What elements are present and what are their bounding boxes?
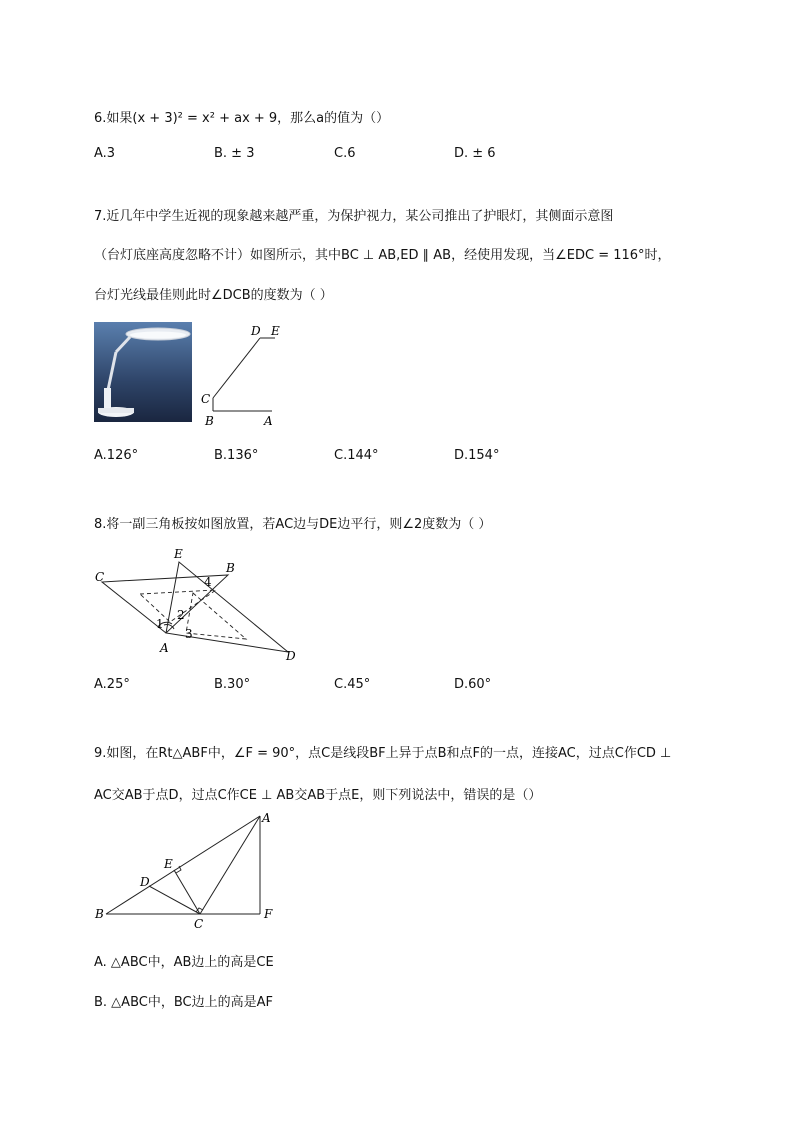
q7-option-a: A.126°: [94, 448, 139, 463]
label-b: B: [226, 561, 235, 575]
q7-stem-line1: 7.近几年中学生近视的现象越来越严重，为保护视力，某公司推出了护眼灯，其侧面示意图: [94, 209, 614, 224]
label-a: A: [264, 414, 273, 428]
label-a: A: [160, 641, 169, 655]
label-d: D: [251, 324, 261, 338]
q7-stem-line3: 台灯光线最佳则此时∠DCB的度数为（ ）: [94, 288, 333, 303]
q8-option-a: A.25°: [94, 677, 130, 692]
label-a: A: [262, 811, 271, 825]
triangle-rulers-diagram: [92, 545, 308, 667]
label-e: E: [271, 324, 280, 338]
q7-option-c: C.144°: [334, 448, 379, 463]
q9-stem-line1: 9.如图，在Rt△ABF中，∠F = 90°，点C是线段BF上异于点B和点F的一点，连接AC，过点C作CD ⊥: [94, 746, 672, 761]
desk-lamp-photo: [94, 322, 192, 422]
segment-cd: [149, 886, 200, 914]
q6-option-a: A.3: [94, 146, 116, 161]
q7-option-d: D.154°: [454, 448, 500, 463]
segment-ca: [200, 816, 260, 914]
label-d: D: [140, 875, 150, 889]
q6-option-d: D. ± 6: [454, 146, 496, 161]
angle-label-1: 1: [156, 617, 164, 631]
q8-option-c: C.45°: [334, 677, 371, 692]
angle-label-3: 3: [185, 627, 193, 641]
angle-label-4: 4: [204, 575, 212, 589]
label-e: E: [164, 857, 173, 871]
label-b: B: [95, 907, 104, 921]
q7-stem-line2: （台灯底座高度忽略不计）如图所示，其中BC ⊥ AB,ED ∥ AB，经使用发现，当∠EDC = 116°时，: [94, 248, 671, 263]
q6-option-c: C.6: [334, 146, 356, 161]
label-c: C: [95, 570, 105, 584]
label-d: D: [286, 649, 296, 663]
segment-ba: [106, 816, 260, 914]
label-e: E: [174, 547, 183, 561]
right-triangle-abf-diagram: [92, 808, 282, 932]
q9-option-a: A. △ABC中，AB边上的高是CE: [94, 955, 274, 970]
q6-option-b: B. ± 3: [214, 146, 255, 161]
angle-label-2: 2: [177, 608, 185, 622]
segment-dc: [213, 338, 260, 398]
label-c: C: [201, 392, 211, 406]
label-f: F: [264, 907, 273, 921]
q9-stem-line2: AC交AB于点D，过点C作CE ⊥ AB交AB于点E，则下列说法中，错误的是（）: [94, 788, 542, 803]
q8-option-d: D.60°: [454, 677, 492, 692]
label-b: B: [205, 414, 214, 428]
angle-arc-2: [164, 624, 174, 629]
q7-option-b: B.136°: [214, 448, 259, 463]
label-c: C: [194, 917, 204, 931]
q8-stem: 8.将一副三角板按如图放置，若AC边与DE边平行，则∠2度数为（ ）: [94, 517, 492, 532]
q6-stem: 6.如果(x + 3)² = x² + ax + 9，那么a的值为（）: [94, 111, 390, 126]
q9-option-b: B. △ABC中，BC边上的高是AF: [94, 995, 273, 1010]
lamp-schematic-diagram: [196, 322, 286, 430]
dashed-triangle-2: [186, 593, 246, 639]
q8-option-b: B.30°: [214, 677, 251, 692]
